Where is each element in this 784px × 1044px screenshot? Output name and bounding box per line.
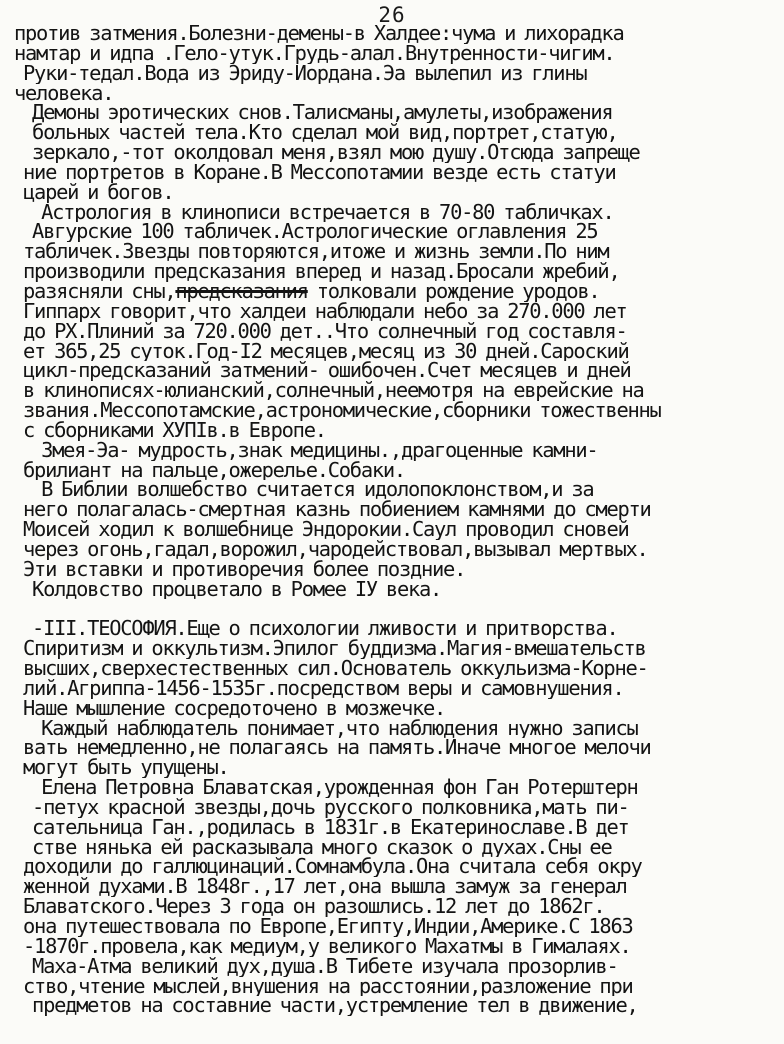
text-line [14,203,780,223]
line-text: Моисей ходил к волшебнице Эндорокии.Саул проводил сновей [14,520,629,540]
line-text: ет 365,25 суток.Год-I2 месяцев,месяц из 30 дней.Сароский [14,341,629,362]
text-line [14,619,780,639]
text-line [14,222,780,242]
text-line [14,838,780,858]
line-text: Наше мышление сосредоточено в мозжечке. [14,698,446,719]
line-text: Астрология в клинописи встречается в 70-80 табличках. [14,202,614,223]
text-line [14,123,780,143]
text-line [14,103,780,123]
line-text: производили предсказания вперед и назад.Бросали жребий, [14,262,620,282]
text-line [14,679,780,699]
text-line [14,540,780,560]
text-line [14,322,780,342]
line-text: против затмения.Болезни-демены-в Халдее:чума и лихорадка [14,24,624,44]
line-text: стве нянька ей расказывала много сказок о духах.Сны ее [14,837,612,858]
line-text: Спиритизм и оккультизм.Эпилог буддизма.Магия-вмешательств [14,639,646,659]
text-line [14,996,780,1016]
page-number: 26 [378,3,406,27]
text-line [14,897,780,917]
line-text: намтар и идпа .Гело-утук.Грудь-алал.Внутренности-чигим. [14,43,615,64]
line-text: Авгурские 100 табличек.Астрологические оглавления 25 [14,222,598,243]
typewritten-text-body [14,24,780,1016]
text-line [14,798,780,818]
line-text: Маха-Атма великий дух,душа.В Тибете изучала прозорлив- [14,956,618,977]
line-text: сательница Ган.,родилась в 1831г.в Екатеринославе.В дет [14,817,629,838]
text-line [14,84,780,104]
text-line [14,480,780,500]
line-text: разясняли сны, [14,281,176,302]
line-text: ство,чтение мыслей,внушения на расстоянии,разложение при [14,976,633,997]
text-line [14,738,780,758]
line-text: до РХ.Плиний за 720.000 дет..Что солнечный год составля- [14,321,627,342]
text-line [14,778,780,798]
text-line [14,937,780,957]
line-text: человека. [14,83,114,104]
line-text: царей и богов. [14,182,174,203]
text-line [14,401,780,421]
text-line [14,758,780,778]
text-line [14,917,780,937]
text-line [14,361,780,381]
text-line [14,500,780,520]
line-text: с сборниками XУПIв.в Европе. [14,420,326,441]
line-text: она путешествовала по Европе,Египту,Индии,Америке.С 1863 [14,916,633,937]
text-line [14,977,780,997]
line-text-continued: толковали рождение уродов. [307,281,600,302]
text-line [14,957,780,977]
text-line [14,441,780,461]
text-line [14,580,780,600]
line-text: могут быть упущены. [14,758,229,779]
text-line [14,877,780,897]
text-line [14,719,780,739]
text-line [14,461,780,481]
line-text: табличек.Звезды повторяются,итоже и жизнь земли.По ним [14,242,609,263]
line-text: доходили до галлюцинаций.Сомнамбула.Она считала себя окру [14,857,642,878]
text-line [14,64,780,84]
line-text: зеркало,-тот околдовал меня,взял мою душу.Отсюда запреще [14,143,640,163]
text-line [14,342,780,362]
line-text: высших,сверхестественных сил.Основатель оккульизма-Корне- [14,659,648,679]
text-line [14,599,780,619]
line-text: Каждый наблюдатель понимает,что наблюдения нужно записы [14,718,638,739]
text-line [14,242,780,262]
line-text: ние портретов в Коране.В Мессопотамии везде есть статуи [14,162,616,183]
line-text: через огонь,гадал,ворожил,чародействовал,вызывал мертвых. [14,539,648,560]
line-text: В Библии волшебство считается идолопоклонством,и за [14,480,594,501]
line-text: брилиант на пальце,ожерелье.Собаки. [14,460,405,481]
text-line [14,857,780,877]
text-line [14,818,780,838]
line-text: звания.Мессопотамские,астрономические,сборники тожественны [14,401,661,421]
line-text: Эти вставки и противоречия более поздние. [14,559,466,580]
text-line [14,699,780,719]
text-line [14,183,780,203]
line-text: него полагалась-смертная казнь побиением камнями до смерти [14,500,651,521]
line-text: вать немедленно,не полагаясь на память.Иначе многое мелочи [14,738,651,759]
line-text: предметов на составние части,устремление тел в движение, [14,996,638,1017]
line-text: женной духами.В 1848г.,17 лет,она вышла замуж за генерал [14,877,627,898]
line-text: Змея-Эа- мудрость,знак медицины.,драгоценные камни- [14,440,598,461]
line-text: Руки-тедал.Вода из Эриду-Иордана.Эа вылепил из глины [14,63,587,84]
text-line [14,659,780,679]
text-line [14,639,780,659]
text-line [14,302,780,322]
text-line [14,520,780,540]
line-text: лий.Агриппа-1456-1535г.посредством веры и самовнушения. [14,678,624,699]
text-line [14,282,780,302]
line-text: Блаватского.Через 3 года он разошлись.12 лет до 1862г. [14,897,605,917]
text-line [14,163,780,183]
line-text: Колдовство процветало в Ромее IУ века. [14,579,442,600]
text-line [14,421,780,441]
text-line [14,24,780,44]
line-text: цикл-предсказаний затмений- ошибочен.Счет месяцев и дней [14,361,631,382]
line-text: Гиппарх говорит,что халдеи наблюдали небо за 270.000 лет [14,301,627,322]
text-line [14,44,780,64]
line-text: Демоны эротических снов.Талисманы,амулеты,изображения [14,103,613,124]
text-line [14,143,780,163]
text-line [14,262,780,282]
text-line [14,560,780,580]
line-text: -III.ТЕОСОФИЯ.Еще о психологии лживости и притворства. [14,619,618,640]
line-text: -петух красной звезды,дочь русского полковника,мать пи- [14,797,629,818]
text-line [14,381,780,401]
line-text: Елена Петровна Блаватская,урожденная фон Ган Ротерштерн [14,778,638,798]
line-text: в клинописях-юлианский,солнечный,неемотря на еврейские на [14,381,644,402]
line-text: больных частей тела.Кто сделал мой вид,портрет,статую, [14,123,618,144]
struck-through-text: предсказания [175,281,308,302]
line-text: -1870г.провела,как медиум,у великого Махатмы в Гималаях. [14,936,631,957]
